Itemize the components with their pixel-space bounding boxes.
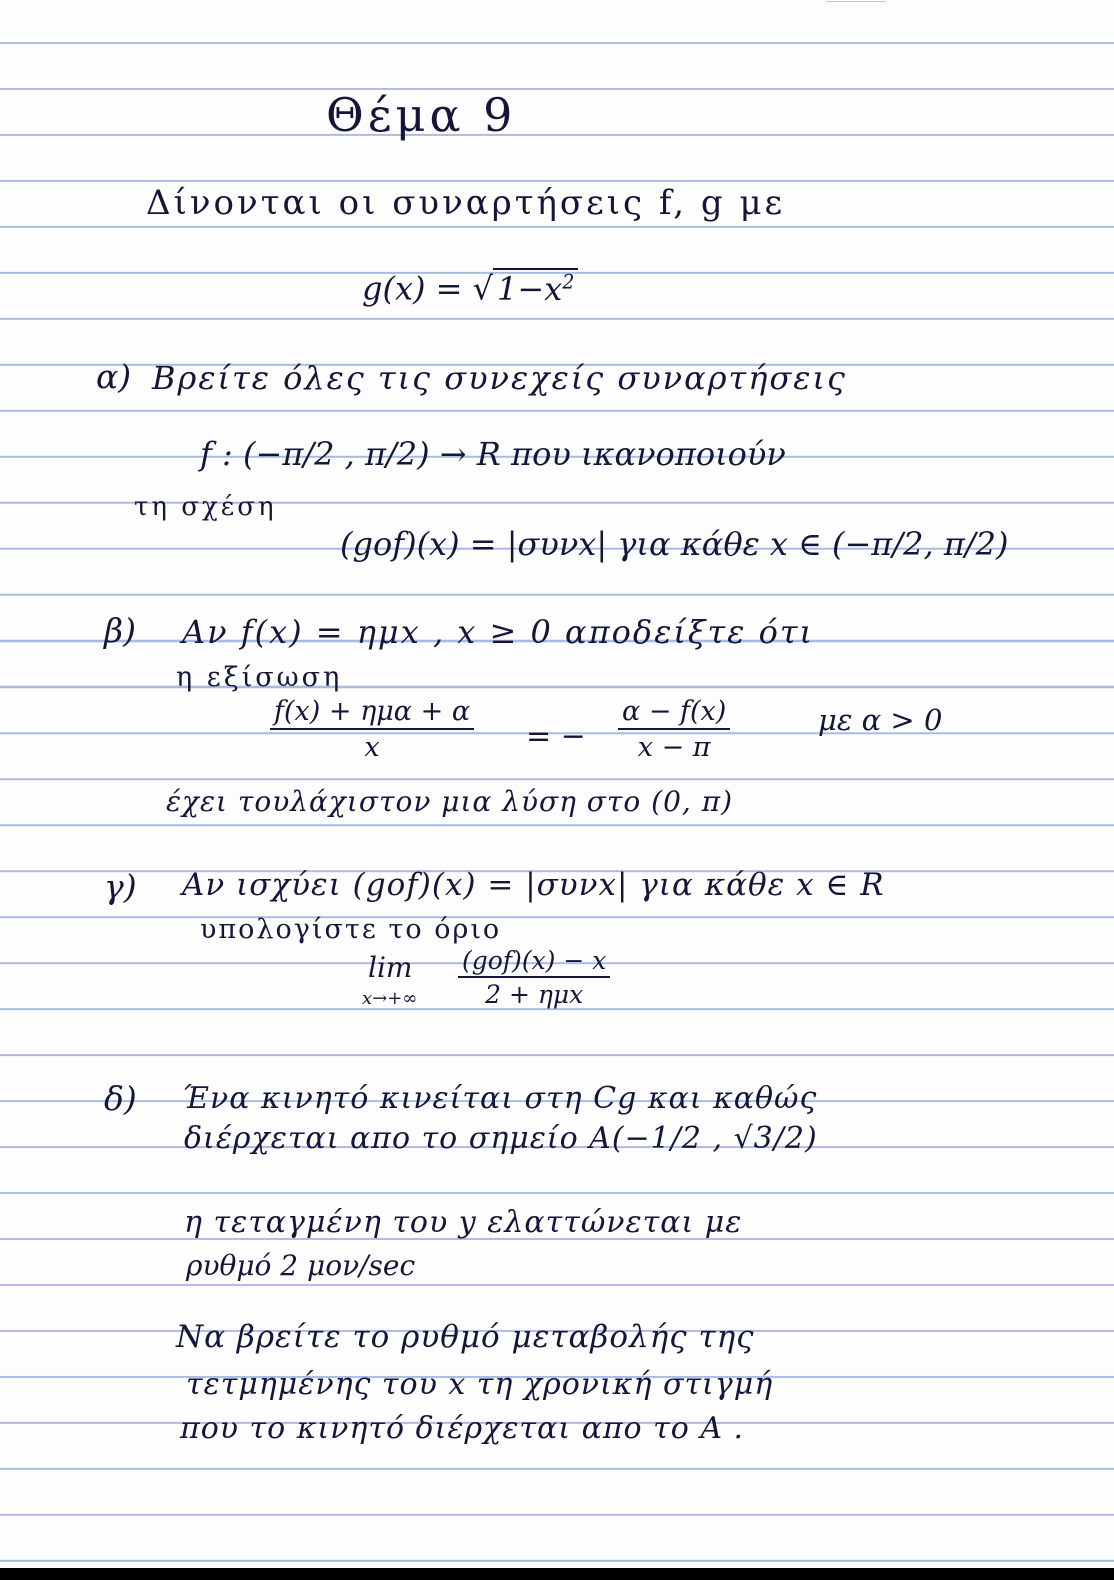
part-b-equals-minus: = − — [526, 719, 586, 754]
part-b-right-numerator: α − f(x) — [618, 698, 730, 730]
part-a-line-1: Βρείτε όλες τις συνεχείς συναρτήσεις — [152, 359, 847, 397]
part-b-condition: με α > 0 — [818, 703, 943, 737]
part-a-line-2: f : (−π/2 , π/2) → R που ικανοποιούν — [200, 435, 786, 473]
part-c-label: γ) — [104, 867, 137, 906]
part-b-right-denominator: x − π — [637, 732, 711, 764]
part-d-line-3: η τεταγμένη του y ελαττώνεται με — [184, 1205, 743, 1240]
part-c-line-2: υπολογίστε το όριο — [200, 914, 502, 945]
part-c-lim-subscript: x→+∞ — [362, 988, 418, 1009]
part-d-label: δ) — [104, 1079, 137, 1118]
part-b-left-numerator: f(x) + ημα + α — [270, 698, 474, 730]
part-c-lim: lim — [368, 951, 413, 984]
part-b-right-fraction — [618, 698, 730, 763]
part-b-line-3: έχει τουλάχιστον μια λύση στο (0, π) — [166, 785, 734, 818]
scan-mark — [826, 1, 886, 2]
part-d-line-4: ρυθμό 2 μον/sec — [186, 1249, 416, 1282]
part-b-line-2: η εξίσωση — [176, 662, 343, 693]
part-b-line-1: Αν f(x) = ημx , x ≥ 0 αποδείξτε ότι — [182, 613, 815, 651]
part-a-line-3: τη σχέση — [134, 492, 277, 522]
part-d-line-6: τετμημένης του x τη χρονική στιγμή — [186, 1367, 774, 1402]
part-b-label: β) — [104, 611, 136, 650]
intro-g-definition: g(x) = √ $1-x^2$ — [362, 272, 578, 305]
part-a-line-4: (gof)(x) = |συνx| για κάθε x ∈ (−π/2, π/2) — [340, 525, 1009, 563]
intro-line-1: Δίνονται οι συναρτήσεις f, g με — [146, 183, 786, 223]
part-b-left-fraction — [270, 698, 474, 763]
part-c-line-1: Αν ισχύει (gof)(x) = |συνx| για κάθε x ∈ R — [182, 867, 885, 903]
part-c-limit-denominator: 2 + ημx — [485, 980, 584, 1010]
part-d-line-7: που το κινητό διέρχεται απο το A . — [180, 1411, 745, 1446]
part-c-limit-numerator: (gof)(x) − x — [458, 948, 610, 978]
part-d-line-5: Να βρείτε το ρυθμό μεταβολής της — [176, 1319, 755, 1355]
part-d-line-2: διέρχεται απο το σημείο A(−1/2 , √3/2) — [184, 1121, 818, 1156]
part-d-line-1: Ένα κινητό κινείται στη Cg και καθώς — [182, 1081, 818, 1116]
part-b-left-denominator: x — [364, 732, 380, 764]
scan-edge — [0, 1568, 1114, 1580]
part-c-limit-fraction — [458, 948, 610, 1009]
part-a-label: α) — [96, 357, 132, 396]
page-title: Θέμα 9 — [326, 88, 517, 142]
